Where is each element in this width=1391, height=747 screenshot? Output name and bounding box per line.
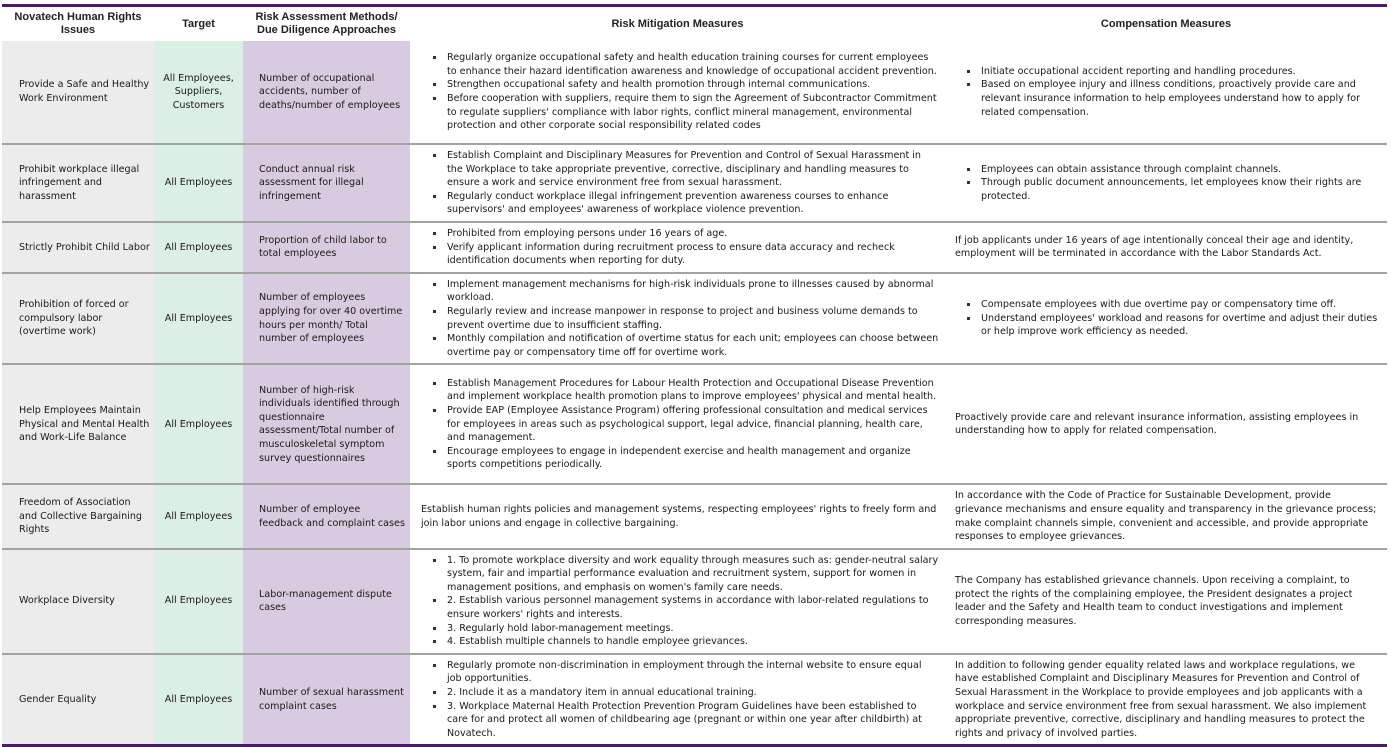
method-cell: Labor-management dispute cases	[243, 549, 410, 654]
target-cell: All Employees	[154, 654, 243, 746]
table-header	[2, 6, 1387, 42]
method-cell: Number of employee feedback and complaint cases	[243, 484, 410, 548]
list-item: 1. To promote workplace diversity and work equality through measures such as: gender-neutral salary system, fair and impartial performance evaluation and recruitment system, support for women in management positions, and emphasis on women's family care needs.	[447, 554, 939, 593]
compensation-cell: The Company has established grievance channels. Upon receiving a complaint, to protect the rights of the complaining employee, the President designates a project leader and the Safety and Health team to conduct investigations and implement corresponding measures.	[945, 549, 1387, 654]
table-row	[2, 144, 1387, 222]
mitigation-cell	[410, 222, 945, 273]
target-cell: All Employees	[154, 549, 243, 654]
list-item: Encourage employees to engage in independent exercise and health management and organize sports competitions periodically.	[447, 445, 939, 472]
issue-cell: Freedom of Association and Collective Bargaining Rights	[2, 484, 154, 548]
compensation-list	[955, 163, 1379, 204]
mitigation-cell	[410, 364, 945, 484]
method-cell: Number of high-risk individuals identified through questionnaire assessment/Total number of musculoskeletal symptom survey questionnaires	[243, 364, 410, 484]
list-item: Based on employee injury and illness conditions, proactively provide care and relevant insurance information to help employees understand how to apply for related compensation.	[981, 78, 1379, 119]
issue-cell: Provide a Safe and Healthy Work Environment	[2, 41, 154, 144]
compensation-cell	[945, 144, 1387, 222]
table-row	[2, 41, 1387, 144]
list-item: Establish Management Procedures for Labour Health Protection and Occupational Disease Prevention and implement workplace health promotion plans to improve employees' physical and mental health.	[447, 377, 939, 404]
compensation-list	[955, 65, 1379, 119]
target-cell: All Employees, Suppliers, Customers	[154, 41, 243, 144]
issue-cell: Gender Equality	[2, 654, 154, 746]
mitigation-cell	[410, 41, 945, 144]
table-row	[2, 654, 1387, 746]
table-row	[2, 222, 1387, 273]
header-target: Target	[154, 6, 243, 42]
compensation-cell	[945, 41, 1387, 144]
mitigation-cell	[410, 549, 945, 654]
table-row	[2, 549, 1387, 654]
mitigation-list	[430, 227, 939, 268]
issue-cell: Prohibition of forced or compulsory labor (overtime work)	[2, 273, 154, 365]
method-cell: Proportion of child labor to total employees	[243, 222, 410, 273]
mitigation-list	[430, 51, 939, 133]
list-item: Compensate employees with due overtime pay or compensatory time off.	[981, 298, 1379, 312]
list-item: Understand employees' workload and reasons for overtime and adjust their duties or help improve work efficiency as needed.	[981, 312, 1378, 338]
mitigation-list	[430, 554, 939, 649]
target-cell: All Employees	[154, 273, 243, 365]
list-item: Regularly organize occupational safety and health education training courses for current employees to enhance their hazard identification awareness and knowledge of occupational accident prevention.	[447, 51, 939, 78]
target-cell: All Employees	[154, 222, 243, 273]
compensation-cell	[945, 273, 1387, 365]
mitigation-cell: Establish human rights policies and management systems, respecting employees' rights to freely form and join labor unions and engage in collective bargaining.	[410, 484, 945, 548]
list-item: Initiate occupational accident reporting and handling procedures.	[981, 65, 1379, 79]
target-cell: All Employees	[154, 144, 243, 222]
method-cell: Conduct annual risk assessment for illegal infringement	[243, 144, 410, 222]
header-method: Risk Assessment Methods/ Due Diligence Approaches	[243, 6, 410, 42]
header-compensation: Compensation Measures	[945, 6, 1387, 42]
list-item: Employees can obtain assistance through complaint channels.	[981, 163, 1379, 177]
table-row	[2, 364, 1387, 484]
list-item: Regularly conduct workplace illegal infringement prevention awareness courses to enhance supervisors' and employees' awareness of workplace violence prevention.	[447, 190, 939, 217]
list-item: Before cooperation with suppliers, require them to sign the Agreement of Subcontractor Commitment to regulate suppliers' compliance with labor rights, conflict mineral management, environmental protection and other corporate social responsibility related codes	[447, 92, 939, 133]
list-item: Strengthen occupational safety and health promotion through internal communications.	[447, 78, 939, 92]
compensation-cell: Proactively provide care and relevant insurance information, assisting employees in understanding how to apply for related compensation.	[945, 364, 1387, 484]
list-item: Provide EAP (Employee Assistance Program) offering professional consultation and medical services for employees in areas such as psychological support, legal advice, financial planning, health care, and management.	[447, 404, 939, 445]
mitigation-cell	[410, 273, 945, 365]
header-mitigation: Risk Mitigation Measures	[410, 6, 945, 42]
list-item: 3. Workplace Maternal Health Protection Prevention Program Guidelines have been established to care for and protect all women of childbearing age (pregnant or within one year after childbirth) at Novatech.	[447, 700, 939, 741]
method-cell: Number of employees applying for over 40 overtime hours per month/ Total number of employees	[243, 273, 410, 365]
list-item: Regularly review and increase manpower in response to project and business volume demands to prevent overtime due to insufficient staffing.	[447, 305, 939, 332]
list-item: Establish Complaint and Disciplinary Measures for Prevention and Control of Sexual Harassment in the Workplace to take appropriate preventive, corrective, disciplinary and handling measures to ensure a work and service environment free from sexual harassment.	[447, 149, 939, 190]
compensation-cell: In accordance with the Code of Practice for Sustainable Development, provide grievance mechanisms and ensure equality and transparency in the grievance process; make complaint channels simple, convenient and accessible, and provide appropriate responses to employee grievances.	[945, 484, 1387, 548]
header-issue: Novatech Human Rights Issues	[2, 6, 154, 42]
target-cell: All Employees	[154, 484, 243, 548]
list-item: 3. Regularly hold labor-management meetings.	[447, 622, 939, 636]
target-cell: All Employees	[154, 364, 243, 484]
issue-cell: Help Employees Maintain Physical and Mental Health and Work-Life Balance	[2, 364, 154, 484]
mitigation-list	[430, 149, 939, 217]
list-item: 2. Include it as a mandatory item in annual educational training.	[447, 686, 939, 700]
list-item: Through public document announcements, let employees know their rights are protected.	[981, 176, 1379, 203]
human-rights-table	[2, 4, 1387, 747]
table-row	[2, 484, 1387, 548]
method-cell: Number of sexual harassment complaint cases	[243, 654, 410, 746]
list-item: Implement management mechanisms for high-risk individuals prone to illnesses caused by abnormal workload.	[447, 278, 939, 305]
issue-cell: Strictly Prohibit Child Labor	[2, 222, 154, 273]
list-item: Monthly compilation and notification of overtime status for each unit; employees can choose between overtime pay or compensatory time off for overtime work.	[447, 333, 939, 358]
compensation-cell: If job applicants under 16 years of age intentionally conceal their age and identity, employment will be terminated in accordance with the Labor Standards Act.	[945, 222, 1387, 273]
compensation-cell: In addition to following gender equality related laws and workplace regulations, we have established Complaint and Disciplinary Measures for Prevention and Control of Sexual Harassment in the Workplace to provide employees and job applicants with a workplace and service environment free from sexual harassment. We also implement appropriate preventive, corrective, disciplinary and handling measures to protect the rights and privacy of involved parties.	[945, 654, 1387, 746]
mitigation-list	[430, 659, 939, 741]
mitigation-list	[430, 278, 939, 360]
list-item: 4. Establish multiple channels to handle employee grievances.	[447, 635, 939, 649]
list-item: 2. Establish various personnel management systems in accordance with labor-related regulations to ensure workers' rights and interests.	[447, 594, 939, 621]
method-cell: Number of occupational accidents, number of deaths/number of employees	[243, 41, 410, 144]
compensation-list	[955, 298, 1379, 339]
issue-cell: Workplace Diversity	[2, 549, 154, 654]
list-item: Verify applicant information during recruitment process to ensure data accuracy and recheck identification documents when reporting for duty.	[447, 241, 939, 268]
table-row	[2, 273, 1387, 365]
list-item: Regularly promote non-discrimination in employment through the internal website to ensure equal job opportunities.	[447, 659, 939, 686]
mitigation-list	[430, 377, 939, 472]
mitigation-cell	[410, 144, 945, 222]
issue-cell: Prohibit workplace illegal infringement and harassment	[2, 144, 154, 222]
list-item: Prohibited from employing persons under 16 years of age.	[447, 227, 939, 241]
mitigation-cell	[410, 654, 945, 746]
